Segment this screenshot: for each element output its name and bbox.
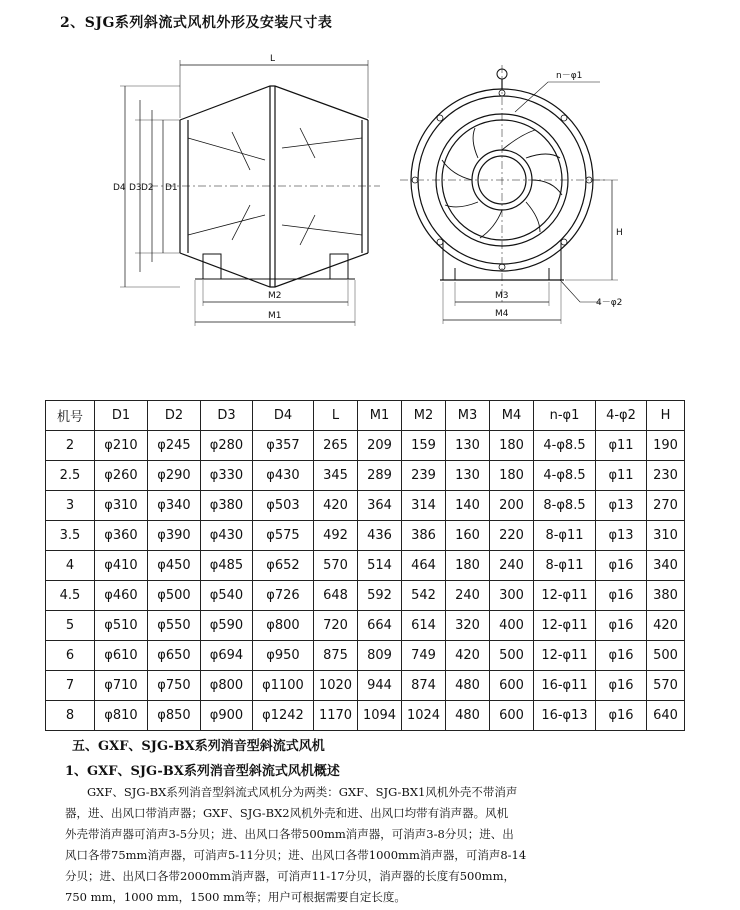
table-cell: 8-φ11 <box>534 551 596 581</box>
table-cell: φ485 <box>201 551 253 581</box>
table-cell: φ16 <box>596 671 647 701</box>
table-cell: 7 <box>46 671 95 701</box>
table-cell: 809 <box>358 641 402 671</box>
table-header-cell: M4 <box>490 401 534 431</box>
table-cell: 230 <box>647 461 685 491</box>
table-row <box>46 431 685 461</box>
label-D1: D1 <box>165 183 178 193</box>
table-cell: 8-φ11 <box>534 521 596 551</box>
table-row <box>46 461 685 491</box>
paragraph-line: GXF、SJG-BX系列消音型斜流式风机分为两类：GXF、SJG-BX1风机外壳不带消声 <box>87 785 518 799</box>
table-header-cell: 机号 <box>46 401 95 431</box>
table-cell: 464 <box>402 551 446 581</box>
table-cell: φ1242 <box>253 701 314 731</box>
table-cell: 480 <box>446 701 490 731</box>
table-header-cell: D4 <box>253 401 314 431</box>
table-cell: 160 <box>446 521 490 551</box>
table-cell: φ260 <box>95 461 148 491</box>
table-cell: 436 <box>358 521 402 551</box>
paragraph-line: 外壳带消声器可消声3-5分贝；进、出风口各带500mm消声器，可消声3-8分贝；进、出 <box>65 827 514 841</box>
table-cell: 3 <box>46 491 95 521</box>
section-5-title: 五、GXF、SJG-BX系列消音型斜流式风机 <box>72 739 325 754</box>
table-cell: 492 <box>314 521 358 551</box>
table-cell: 420 <box>647 611 685 641</box>
table-cell: φ850 <box>148 701 201 731</box>
table-cell: 4 <box>46 551 95 581</box>
table-cell: φ500 <box>148 581 201 611</box>
table-cell: 180 <box>490 461 534 491</box>
table-cell: 400 <box>490 611 534 641</box>
table-cell: φ11 <box>596 431 647 461</box>
table-cell: φ650 <box>148 641 201 671</box>
table-cell: φ450 <box>148 551 201 581</box>
label-D4: D4 <box>113 183 126 193</box>
table-cell: 209 <box>358 431 402 461</box>
table-cell: 500 <box>490 641 534 671</box>
table-cell: φ710 <box>95 671 148 701</box>
label-L: L <box>270 54 276 64</box>
table-cell: 2.5 <box>46 461 95 491</box>
table-cell: 420 <box>314 491 358 521</box>
table-cell: φ357 <box>253 431 314 461</box>
label-D3: D3 <box>129 183 142 193</box>
table-cell: 130 <box>446 431 490 461</box>
table-cell: 1094 <box>358 701 402 731</box>
table-cell: 4-φ8.5 <box>534 431 596 461</box>
table-cell: φ13 <box>596 521 647 551</box>
paragraph-line: 分贝；进、出风口各带2000mm消声器，可消声11-17分贝，消声器的长度有500mm， <box>65 869 515 883</box>
table-cell: 640 <box>647 701 685 731</box>
table-cell: 8 <box>46 701 95 731</box>
table-cell: 289 <box>358 461 402 491</box>
table-header-cell: M2 <box>402 401 446 431</box>
overview-paragraph <box>65 782 625 908</box>
table-cell: φ380 <box>201 491 253 521</box>
label-M2: M2 <box>268 291 282 301</box>
table-cell: 16-φ11 <box>534 671 596 701</box>
table-cell: 12-φ11 <box>534 611 596 641</box>
table-cell: 1020 <box>314 671 358 701</box>
paragraph-line: 750 mm，1000 mm，1500 mm等；用户可根据需要自定长度。 <box>65 890 406 904</box>
table-cell: φ1100 <box>253 671 314 701</box>
table-cell: 749 <box>402 641 446 671</box>
table-cell: 240 <box>446 581 490 611</box>
table-cell: 875 <box>314 641 358 671</box>
table-cell: 614 <box>402 611 446 641</box>
table-cell: 6 <box>46 641 95 671</box>
table-cell: 240 <box>490 551 534 581</box>
label-M4: M4 <box>495 309 509 319</box>
table-cell: 364 <box>358 491 402 521</box>
table-header-cell: D3 <box>201 401 253 431</box>
table-cell: 720 <box>314 611 358 641</box>
dimension-table <box>45 400 685 731</box>
table-header-cell: L <box>314 401 358 431</box>
table-cell: φ16 <box>596 611 647 641</box>
fan-outline-drawing <box>0 40 740 390</box>
table-cell: 130 <box>446 461 490 491</box>
table-cell: 159 <box>402 431 446 461</box>
table-cell: 664 <box>358 611 402 641</box>
table-cell: 570 <box>314 551 358 581</box>
table-cell: φ310 <box>95 491 148 521</box>
table-cell: 340 <box>647 551 685 581</box>
table-cell: φ16 <box>596 551 647 581</box>
table-cell: φ800 <box>201 671 253 701</box>
table-cell: φ810 <box>95 701 148 731</box>
table-cell: φ360 <box>95 521 148 551</box>
table-row <box>46 491 685 521</box>
table-cell: φ430 <box>201 521 253 551</box>
table-cell: φ726 <box>253 581 314 611</box>
table-cell: 300 <box>490 581 534 611</box>
table-cell: φ16 <box>596 641 647 671</box>
table-cell: φ16 <box>596 701 647 731</box>
table-header-row <box>46 401 685 431</box>
table-header-cell: H <box>647 401 685 431</box>
table-row <box>46 671 685 701</box>
table-cell: φ460 <box>95 581 148 611</box>
table-cell: 4.5 <box>46 581 95 611</box>
table-cell: 514 <box>358 551 402 581</box>
table-cell: φ652 <box>253 551 314 581</box>
table-cell: 239 <box>402 461 446 491</box>
table-cell: φ575 <box>253 521 314 551</box>
paragraph-line: 器，进、出风口带消声器；GXF、SJG-BX2风机外壳和进、出风口均带有消声器。风机 <box>65 806 509 820</box>
table-cell: 1024 <box>402 701 446 731</box>
label-H: H <box>616 228 623 238</box>
table-row <box>46 581 685 611</box>
table-cell: 320 <box>446 611 490 641</box>
table-cell: φ280 <box>201 431 253 461</box>
table-cell: φ503 <box>253 491 314 521</box>
table-cell: 12-φ11 <box>534 581 596 611</box>
table-cell: 180 <box>446 551 490 581</box>
table-cell: φ11 <box>596 461 647 491</box>
table-header-cell: 4-φ2 <box>596 401 647 431</box>
table-cell: φ245 <box>148 431 201 461</box>
table-cell: φ694 <box>201 641 253 671</box>
label-D2: D2 <box>141 183 154 193</box>
table-cell: φ210 <box>95 431 148 461</box>
table-row <box>46 611 685 641</box>
table-cell: φ900 <box>201 701 253 731</box>
label-M3: M3 <box>495 291 509 301</box>
table-cell: 3.5 <box>46 521 95 551</box>
table-header-cell: M3 <box>446 401 490 431</box>
table-row <box>46 641 685 671</box>
table-cell: 600 <box>490 701 534 731</box>
table-header-cell: M1 <box>358 401 402 431</box>
table-cell: φ510 <box>95 611 148 641</box>
table-body <box>46 431 685 731</box>
table-cell: 480 <box>446 671 490 701</box>
table-cell: 314 <box>402 491 446 521</box>
table-cell: 180 <box>490 431 534 461</box>
table-cell: φ340 <box>148 491 201 521</box>
table-row <box>46 551 685 581</box>
table-cell: φ610 <box>95 641 148 671</box>
table-cell: φ590 <box>201 611 253 641</box>
table-cell: 1170 <box>314 701 358 731</box>
table-cell: 265 <box>314 431 358 461</box>
table-header-cell: D1 <box>95 401 148 431</box>
table-cell: φ410 <box>95 551 148 581</box>
table-cell: φ750 <box>148 671 201 701</box>
table-cell: 420 <box>446 641 490 671</box>
table-cell: 16-φ13 <box>534 701 596 731</box>
paragraph-line: 风口各带75mm消声器，可消声5-11分贝；进、出风口各带1000mm消声器，可消声8-14 <box>65 848 527 862</box>
table-cell: 386 <box>402 521 446 551</box>
label-4-phi2: 4－φ2 <box>596 298 623 308</box>
table-cell: 140 <box>446 491 490 521</box>
table-cell: 220 <box>490 521 534 551</box>
table-cell: φ16 <box>596 581 647 611</box>
table-cell: 5 <box>46 611 95 641</box>
table-cell: φ330 <box>201 461 253 491</box>
table-cell: 500 <box>647 641 685 671</box>
table-cell: 190 <box>647 431 685 461</box>
table-cell: 944 <box>358 671 402 701</box>
table-cell: φ800 <box>253 611 314 641</box>
table-cell: φ430 <box>253 461 314 491</box>
table-cell: 542 <box>402 581 446 611</box>
table-cell: 2 <box>46 431 95 461</box>
table-cell: φ950 <box>253 641 314 671</box>
table-cell: φ13 <box>596 491 647 521</box>
section-heading: 2、SJG系列斜流式风机外形及安装尺寸表 <box>60 15 333 31</box>
table-row <box>46 701 685 731</box>
table-cell: 648 <box>314 581 358 611</box>
table-cell: 600 <box>490 671 534 701</box>
table-cell: 570 <box>647 671 685 701</box>
table-cell: 380 <box>647 581 685 611</box>
label-n-phi1: n－φ1 <box>556 71 583 81</box>
table-cell: φ390 <box>148 521 201 551</box>
table-row <box>46 521 685 551</box>
table-header-cell: n-φ1 <box>534 401 596 431</box>
table-cell: 12-φ11 <box>534 641 596 671</box>
table-cell: 4-φ8.5 <box>534 461 596 491</box>
subsection-1-title: 1、GXF、SJG-BX系列消音型斜流式风机概述 <box>65 764 340 779</box>
table-cell: φ550 <box>148 611 201 641</box>
table-header-cell: D2 <box>148 401 201 431</box>
table-cell: 345 <box>314 461 358 491</box>
table-cell: 270 <box>647 491 685 521</box>
table-cell: φ290 <box>148 461 201 491</box>
label-M1: M1 <box>268 311 282 321</box>
table-cell: 310 <box>647 521 685 551</box>
table-cell: 874 <box>402 671 446 701</box>
table-cell: φ540 <box>201 581 253 611</box>
table-cell: 200 <box>490 491 534 521</box>
table-cell: 8-φ8.5 <box>534 491 596 521</box>
table-cell: 592 <box>358 581 402 611</box>
